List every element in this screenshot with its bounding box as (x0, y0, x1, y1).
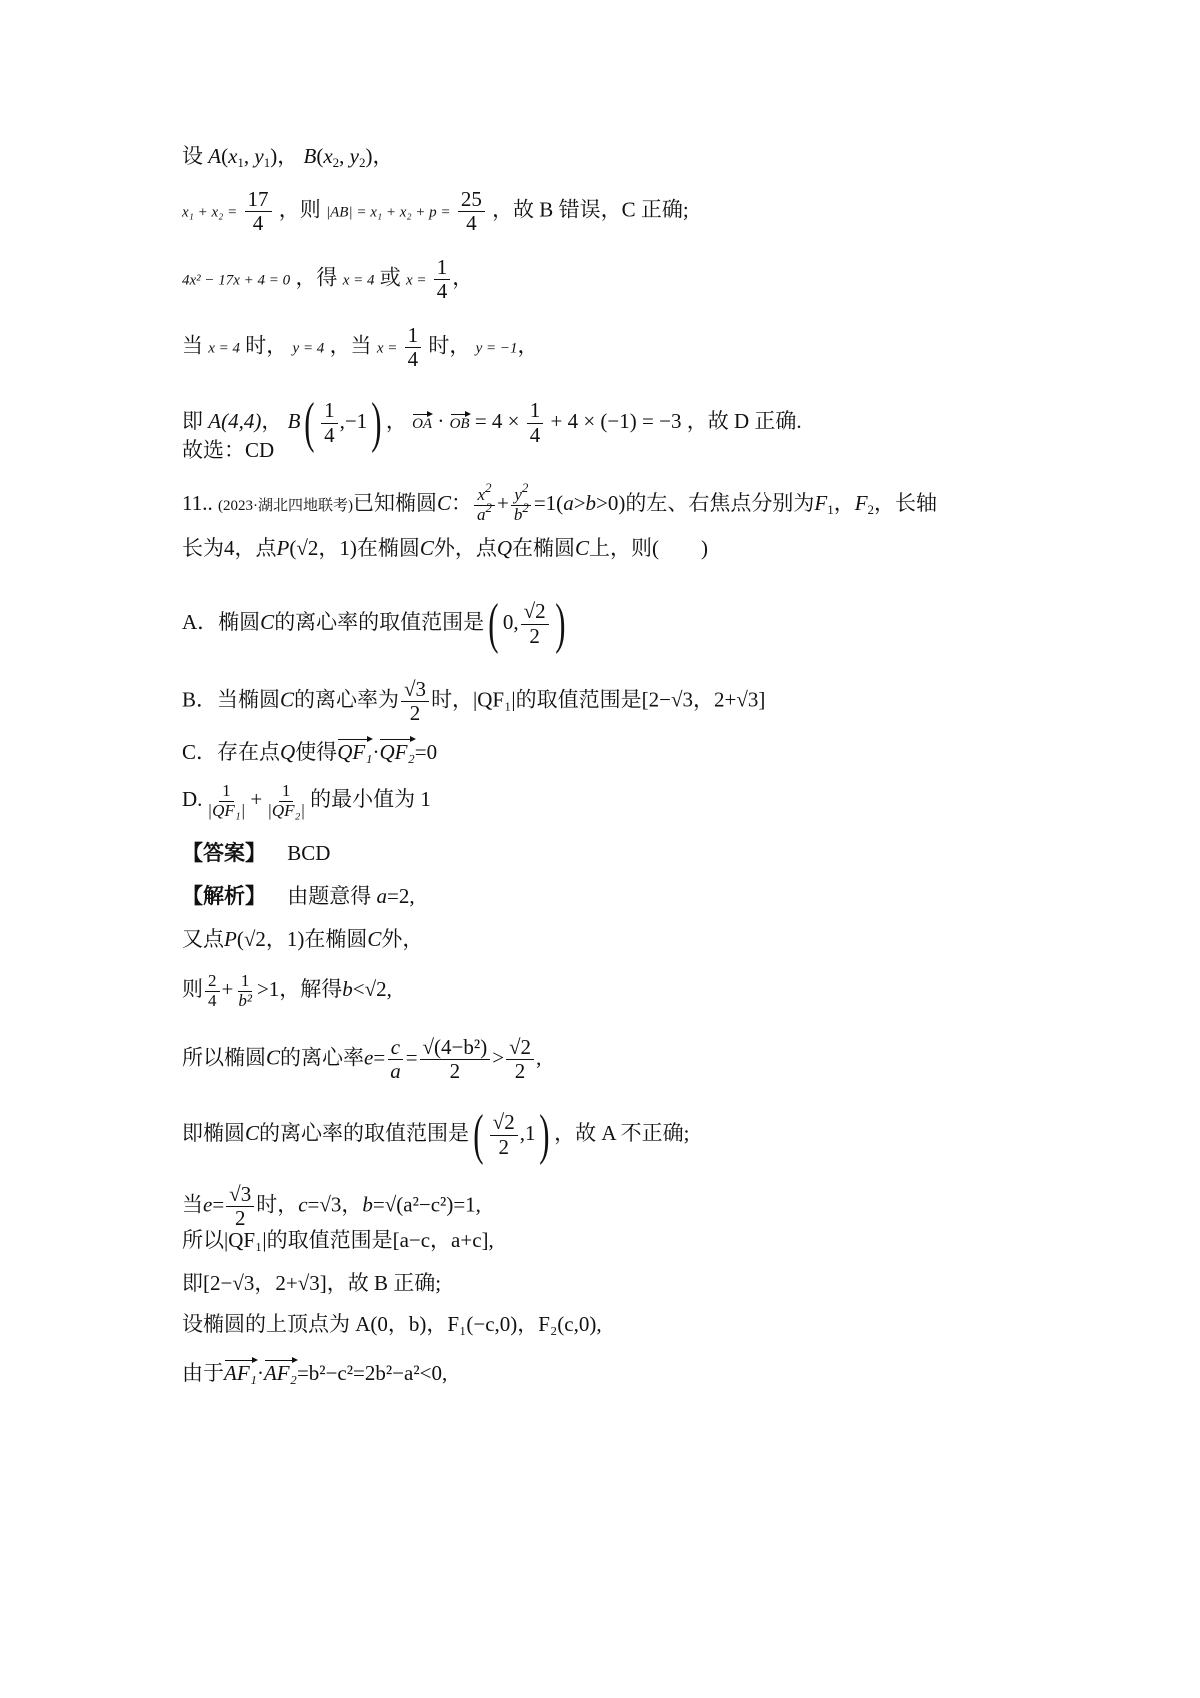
vector-af1: AF₁ (224, 1361, 257, 1385)
math-var: P (276, 536, 290, 560)
fraction (226, 1183, 254, 1230)
text: + (497, 491, 509, 515)
denominator: 4 (252, 211, 264, 236)
numerator: 2 (205, 972, 220, 992)
text: = (405, 1045, 418, 1070)
fraction (434, 256, 451, 303)
math-expr: x = 4 (208, 340, 241, 357)
text: 的离心率的取值范围是 (274, 609, 485, 634)
text: 使得 (295, 740, 338, 764)
line-choice (182, 440, 274, 461)
text: ，长轴 (874, 491, 938, 515)
option-label: C．存在点 (182, 740, 281, 764)
numerator: 1 (279, 782, 294, 802)
text: 所以椭圆 (182, 1045, 266, 1070)
numerator: √2 (521, 600, 549, 624)
denominator: 4 (529, 422, 541, 447)
text: ， (261, 408, 283, 433)
option-label: A．椭圆 (182, 609, 261, 634)
solution-step-1 (182, 929, 423, 950)
math-var: C (575, 536, 590, 560)
solution-step-9 (182, 1363, 447, 1384)
fraction: $\frac{x^2}{a^2}$ (474, 486, 495, 524)
text: 时， (245, 333, 288, 358)
solution-line (182, 886, 415, 907)
math-expr: y = 4 (292, 340, 325, 357)
vector-qf2: QF₂ (379, 740, 415, 764)
solution-step-8 (182, 1314, 602, 1335)
text: <√2, (352, 977, 392, 1001)
text: >1，解得 (256, 977, 343, 1001)
text: 故选：CD (182, 438, 275, 462)
numerator: c (388, 1036, 403, 1060)
denominator: 2 (409, 701, 421, 726)
paren-right: ) (371, 392, 382, 454)
math-var: C (436, 491, 451, 515)
math-expr: x = 4 (342, 272, 375, 289)
math-var: b (362, 1192, 373, 1217)
denominator: 4 (407, 347, 419, 372)
text: · (256, 1361, 264, 1385)
text: ，故 B 错误，C 正确; (492, 197, 689, 222)
text: = (373, 1045, 386, 1070)
math-var: C (419, 536, 434, 560)
math-var: C (280, 687, 295, 712)
solution-step-5 (182, 1183, 481, 1230)
fraction (245, 188, 272, 235)
fraction (387, 1036, 404, 1083)
numerator: √2 (506, 1036, 534, 1060)
math-expr: x = (405, 272, 427, 289)
option-label: B．当椭圆 (182, 687, 281, 712)
denominator: 2 (449, 1059, 461, 1084)
numerator: 1 (238, 972, 253, 992)
solution-step-3 (182, 1036, 541, 1083)
fraction (204, 782, 248, 820)
numerator: √3 (226, 1183, 254, 1207)
denominator: 4 (324, 422, 335, 447)
math-var: e (364, 1045, 374, 1070)
text: 即椭圆 (182, 1120, 245, 1145)
text: 由题意得 (287, 884, 372, 908)
denominator: 4 (208, 990, 217, 1010)
text: ，故 D 正确. (686, 408, 802, 433)
fraction (527, 399, 544, 446)
text: 的离心率的取值范围是 (259, 1120, 470, 1145)
vector-ob: OB (449, 415, 470, 432)
text: 在椭圆 (512, 536, 576, 560)
denominator: |QF₁| (207, 800, 246, 820)
math-expr: = 4 × (474, 408, 520, 433)
text: ，得 (295, 265, 338, 290)
denominator: a (390, 1059, 401, 1084)
math-var: B (287, 408, 301, 433)
paren-left: ( (304, 392, 315, 454)
text: · (437, 408, 445, 433)
text: + (250, 787, 263, 811)
text: · (372, 740, 380, 764)
answer-line (182, 843, 330, 864)
question-number: 11.. (182, 491, 213, 515)
numerator: √2 (490, 1111, 518, 1135)
paren-left: ( (488, 593, 499, 655)
text: + (221, 977, 234, 1001)
denominator: 4 (466, 211, 477, 236)
math-var: a (563, 491, 574, 515)
numerator: 1 (527, 399, 544, 423)
text: ， (833, 491, 855, 515)
math-var: b (342, 977, 353, 1001)
fraction (405, 324, 422, 371)
text: ， (452, 265, 474, 290)
math-var: A (208, 144, 222, 168)
answer-tag: 【答案】 (182, 841, 266, 865)
math-expr: y = −1 (475, 340, 518, 357)
text: > (492, 1045, 505, 1070)
text: 长为4，点 (182, 536, 277, 560)
text: ： (451, 491, 472, 515)
text: 又点 (182, 927, 224, 951)
text: =√3， (307, 1192, 363, 1217)
fraction (321, 399, 338, 446)
text: 即[2−√3，2+√3]，故 B 正确; (182, 1271, 442, 1295)
numerator: 17 (245, 188, 272, 212)
math-expr: ,−1 (339, 408, 368, 433)
denominator: 2 (234, 1206, 246, 1231)
numerator: 1 (405, 324, 422, 348)
denominator: |QF₂| (267, 800, 306, 820)
solution-step-4 (182, 1104, 690, 1166)
fraction (401, 678, 429, 725)
math-var: C (245, 1120, 260, 1145)
fraction (235, 972, 255, 1010)
option-a (182, 593, 569, 655)
math-expr: 0, (502, 609, 519, 634)
text: >0)的左、右焦点分别为 (596, 491, 815, 515)
text: 即 (182, 408, 203, 433)
paren-right: ) (554, 593, 566, 655)
denominator: 2 (514, 1059, 526, 1084)
fraction (490, 1111, 518, 1158)
math-var: C (266, 1045, 281, 1070)
line-dot-product: 即 A(4,4)， B( $\frac{1}{4}$ ,−1) ， OA · OB = 4 × $\frac{1}{4}$ + 4 × (−1) = −3 ，故 D 正确. (182, 392, 802, 454)
math-var: x (228, 144, 238, 168)
math-var: F (854, 491, 868, 515)
math-var: a (376, 884, 387, 908)
text: =0 (414, 740, 438, 764)
text: 则 (182, 977, 203, 1001)
text: ，则 (278, 197, 321, 222)
math-expr: + 4 × (−1) = −3 (550, 408, 682, 433)
option-label: D. (182, 787, 203, 811)
math-expr: 4x² − 17x + 4 = 0 (182, 272, 291, 289)
text: 的离心率 (280, 1045, 365, 1070)
math-var: c (298, 1192, 308, 1217)
fraction (521, 600, 549, 647)
math-var: C (367, 927, 382, 951)
math-var: F (814, 491, 828, 515)
fraction (420, 1036, 491, 1083)
math-var: x (477, 485, 486, 504)
text: 时，|QF₁|的取值范围是[2−√3，2+√3] (431, 687, 766, 712)
math-var: b (513, 504, 523, 524)
line-sum-ab (182, 188, 689, 235)
question-11-stem: 11.. (2023·湖北四地联考)已知椭圆C： $\frac{x^2}{a^2}$ + $\frac{y^2}{b^2}$ =1(a>b>0)的左、右焦点分别为$F_1$，$F_2$，长轴 (182, 480, 938, 524)
text: 设椭圆的上顶点为 A(0，b)，F₁(−c,0)，F₂(c,0), (182, 1312, 602, 1336)
text: > (573, 491, 586, 515)
text: =1( (533, 491, 564, 515)
option-b (182, 678, 765, 725)
math-var: a (477, 504, 486, 524)
math-expr: |AB| = x₁ + x₂ + p = (326, 204, 451, 221)
solution-step-6 (182, 1230, 494, 1251)
text: 外， (381, 927, 424, 951)
math-var: y (514, 485, 522, 504)
vector-oa: OA (412, 415, 433, 432)
paren-right: ) (539, 1104, 550, 1166)
fraction (506, 1036, 534, 1083)
text: ，故 A 不正确; (554, 1120, 690, 1145)
math-var: e (203, 1192, 213, 1217)
text: =2, (387, 884, 415, 908)
numerator: 1 (321, 399, 338, 423)
question-source: (2023·湖北四地联考) (217, 498, 353, 514)
math-var: b (585, 491, 597, 515)
solution-step-7 (182, 1273, 441, 1294)
text: 外，点 (433, 536, 497, 560)
math-var: x (323, 144, 333, 168)
numerator: 1 (434, 256, 451, 280)
text: 的最小值为 1 (310, 787, 431, 811)
math-expr: x = (376, 340, 398, 357)
line-quadratic (182, 256, 473, 303)
text: , (536, 1045, 542, 1070)
text: 已知椭圆 (352, 491, 437, 515)
option-d (182, 782, 431, 820)
text: =√(a²−c²)=1, (372, 1192, 481, 1217)
denominator: 2 (498, 1134, 509, 1159)
answer-value: BCD (287, 841, 331, 865)
numerator: 1 (219, 782, 234, 802)
solution-tag: 【解析】 (182, 884, 266, 908)
numerator: √(4−b²) (420, 1036, 491, 1060)
math-var: B (303, 144, 317, 168)
text: =b²−c²=2b²−a²<0, (296, 1361, 448, 1385)
denominator: 4 (436, 279, 448, 304)
question-11-stem-cont (182, 538, 708, 559)
vector-af2: AF₂ (263, 1361, 297, 1385)
text: (√2，1)在椭圆 (236, 927, 368, 951)
math-var: C (260, 609, 275, 634)
solution-step-2 (182, 972, 392, 1010)
text: 或 (379, 265, 401, 290)
numerator: 25 (458, 188, 485, 212)
text: ，当 (329, 333, 372, 358)
text: 当 (182, 1192, 203, 1217)
paren-left: ( (473, 1104, 484, 1166)
text: ， (517, 333, 539, 358)
numerator: √3 (401, 678, 429, 702)
fraction (205, 972, 220, 1010)
denominator: 2 (529, 623, 540, 648)
fraction: $\frac{y^2}{b^2}$ (511, 486, 532, 524)
math-expr: A(4,4) (208, 408, 262, 433)
text: 由于 (182, 1361, 224, 1385)
math-var: Q (280, 740, 296, 764)
text: ， (277, 144, 299, 168)
math-var: Q (496, 536, 513, 560)
math-var: y (349, 144, 359, 168)
fraction (264, 782, 308, 820)
text: 时， (428, 333, 471, 358)
option-c (182, 742, 437, 763)
math-var: y (254, 144, 264, 168)
text: = (212, 1192, 225, 1217)
math-var: P (224, 927, 237, 951)
fraction (458, 188, 485, 235)
line-when (182, 324, 539, 371)
text: 上，则( ) (589, 536, 709, 560)
math-expr: x₁ + x₂ = (182, 204, 238, 221)
vector-qf1: QF₁ (337, 740, 373, 764)
line-set-points: 设 $A(x_1$, $y_1$)， $B(x_2$, $y_2$)， (182, 144, 394, 170)
text: 的离心率为 (294, 687, 400, 712)
denominator: b² (238, 990, 252, 1010)
math-expr: ,1 (519, 1120, 536, 1145)
text: 当 (182, 333, 203, 358)
text: 设 (182, 144, 203, 168)
text: 所以|QF₁|的取值范围是[a−c，a+c], (182, 1228, 494, 1252)
text: 时， (256, 1192, 299, 1217)
text: (√2，1)在椭圆 (289, 536, 420, 560)
